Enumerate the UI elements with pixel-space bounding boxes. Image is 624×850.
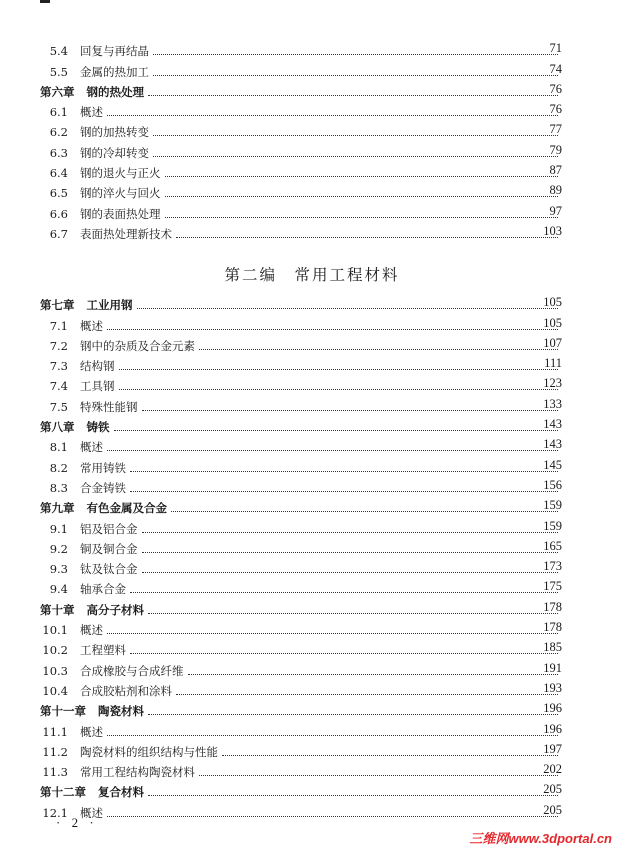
toc-entry-number: 第六章 — [40, 84, 75, 99]
toc-entry-title: 合成胶粘剂和涂料 — [80, 683, 172, 698]
toc-entry-title: 复合材料 — [98, 785, 144, 800]
toc-entry-chapter — [0, 698, 624, 718]
dot-leader — [130, 592, 558, 593]
toc-entry-title: 铜及铜合金 — [80, 541, 138, 556]
toc-entry-number: 7.2 — [49, 338, 68, 353]
toc-entry-page: 196 — [543, 721, 562, 736]
toc-entry-number: 6.7 — [49, 226, 68, 241]
toc-entry-number: 11.3 — [42, 765, 68, 780]
toc-entry-title: 回复与再结晶 — [80, 44, 149, 59]
toc-entry-page: 87 — [549, 163, 562, 178]
toc-entry-page: 123 — [543, 376, 562, 391]
toc-entry-page: 103 — [543, 223, 562, 238]
toc-entry-title: 工业用钢 — [86, 298, 133, 313]
toc-entry-section — [0, 576, 624, 596]
toc-entry-number: 12.1 — [42, 805, 68, 820]
toc-entry-number: 7.1 — [49, 318, 68, 333]
toc-entry-number: 6.2 — [49, 125, 68, 140]
toc-entry-page: 191 — [543, 660, 562, 675]
dot-leader — [107, 115, 558, 116]
toc-entry-page: 105 — [543, 295, 562, 310]
toc-entry-chapter — [0, 779, 624, 799]
toc-entry-title: 轴承合金 — [80, 582, 126, 597]
toc-entry-section — [0, 617, 624, 637]
dot-leader — [107, 735, 558, 736]
toc-entry-page: 105 — [543, 315, 562, 330]
toc-entry-section — [0, 454, 624, 474]
toc-entry-number: 6.1 — [49, 105, 68, 120]
toc-entry-number: 第十一章 — [40, 704, 86, 719]
toc-entry-title: 钢的加热转变 — [80, 125, 149, 140]
dot-leader — [142, 532, 559, 533]
toc-entry-number: 第十二章 — [40, 785, 86, 800]
toc-entry-number: 6.3 — [49, 145, 68, 160]
toc-entry-section — [0, 333, 624, 353]
toc-entry-title: 特殊性能钢 — [80, 399, 138, 414]
toc-list-part1 — [0, 38, 624, 241]
toc-entry-number: 6.6 — [49, 206, 68, 221]
toc-entry-title: 概述 — [80, 440, 103, 455]
dot-leader — [165, 196, 559, 197]
dot-leader — [153, 156, 558, 157]
dot-leader — [188, 674, 559, 675]
toc-entry-page: 197 — [543, 741, 562, 756]
toc-entry-number: 6.5 — [49, 186, 68, 201]
toc-entry-title: 钢的退火与正火 — [80, 166, 161, 181]
toc-entry-number: 9.1 — [49, 521, 68, 536]
dot-leader — [130, 471, 558, 472]
toc-entry-number: 第十章 — [40, 602, 75, 617]
dot-leader — [199, 775, 558, 776]
toc-entry-chapter — [0, 79, 624, 99]
toc-entry-section — [0, 678, 624, 698]
toc-entry-section — [0, 139, 624, 159]
toc-entry-page: 111 — [544, 356, 562, 371]
dot-leader — [165, 176, 559, 177]
toc-entry-number: 9.3 — [49, 562, 68, 577]
dot-leader — [153, 54, 558, 55]
toc-entry-section — [0, 373, 624, 393]
dot-leader — [222, 755, 558, 756]
dot-leader — [148, 95, 558, 96]
dot-leader — [153, 135, 558, 136]
toc-entry-number: 10.3 — [42, 663, 68, 678]
dot-leader — [119, 369, 559, 370]
dot-leader — [142, 552, 559, 553]
toc-entry-section — [0, 99, 624, 119]
toc-entry-number: 5.5 — [49, 64, 68, 79]
toc-entry-page: 71 — [549, 41, 562, 56]
dot-leader — [130, 653, 558, 654]
toc-entry-page: 202 — [543, 762, 562, 777]
toc-entry-number: 9.2 — [49, 541, 68, 556]
toc-entry-page: 178 — [543, 620, 562, 635]
toc-entry-number: 7.4 — [49, 379, 68, 394]
toc-entry-page: 89 — [549, 183, 562, 198]
toc-entry-page: 107 — [543, 335, 562, 350]
toc-entry-number: 第七章 — [40, 298, 75, 313]
toc-entry-page: 205 — [543, 782, 562, 797]
toc-entry-title: 工程塑料 — [80, 643, 126, 658]
toc-entry-section — [0, 221, 624, 241]
toc-entry-section — [0, 119, 624, 139]
toc-entry-number: 第八章 — [40, 420, 75, 435]
toc-entry-page: 133 — [543, 396, 562, 411]
toc-entry-title: 概述 — [80, 105, 103, 120]
dot-leader — [176, 237, 558, 238]
toc-entry-title: 工具钢 — [80, 379, 115, 394]
dot-leader — [176, 694, 558, 695]
dot-leader — [137, 308, 559, 309]
toc-entry-page: 196 — [543, 701, 562, 716]
toc-entry-title: 常用工程结构陶瓷材料 — [80, 765, 195, 780]
toc-entry-page: 74 — [549, 61, 562, 76]
toc-entry-page: 79 — [549, 142, 562, 157]
dot-leader — [119, 389, 559, 390]
dot-leader — [107, 450, 558, 451]
dot-leader — [148, 795, 558, 796]
toc-entry-page: 76 — [549, 102, 562, 117]
toc-entry-page: 173 — [543, 559, 562, 574]
dot-leader — [153, 75, 558, 76]
toc-entry-page: 97 — [549, 203, 562, 218]
toc-entry-section — [0, 718, 624, 738]
toc-entry-section — [0, 759, 624, 779]
toc-entry-number: 10.1 — [42, 623, 68, 638]
toc-entry-page: 156 — [543, 477, 562, 492]
toc-entry-title: 钢的热处理 — [86, 84, 144, 99]
toc-entry-page: 175 — [543, 579, 562, 594]
toc-entry-title: 概述 — [80, 318, 103, 333]
toc-entry-page: 205 — [543, 802, 562, 817]
dot-leader — [107, 816, 558, 817]
toc-entry-section — [0, 637, 624, 657]
toc-entry-title: 概述 — [80, 805, 103, 820]
dot-leader — [107, 633, 558, 634]
dot-leader — [199, 349, 558, 350]
toc-entry-page: 143 — [543, 417, 562, 432]
toc-entry-number: 10.4 — [42, 683, 68, 698]
toc-entry-number: 8.3 — [49, 480, 68, 495]
corner-mark — [40, 0, 50, 3]
toc-entry-title: 陶瓷材料 — [98, 704, 144, 719]
toc-entry-title: 钢的表面热处理 — [80, 206, 161, 221]
toc-entry-title: 常用铸铁 — [80, 460, 126, 475]
toc-entry-number: 8.1 — [49, 440, 68, 455]
dot-leader — [165, 217, 559, 218]
toc-entry-section — [0, 58, 624, 78]
toc-entry-page: 143 — [543, 437, 562, 452]
toc-entry-page: 77 — [549, 122, 562, 137]
toc-entry-page: 76 — [549, 81, 562, 96]
toc-entry-number: 11.2 — [42, 744, 68, 759]
dot-leader — [142, 410, 559, 411]
toc-entry-page: 159 — [543, 498, 562, 513]
dot-leader — [114, 430, 559, 431]
toc-entry-number: 7.3 — [49, 359, 68, 374]
toc-entry-title: 铝及铝合金 — [80, 521, 138, 536]
toc-entry-page: 165 — [543, 538, 562, 553]
dot-leader — [107, 329, 558, 330]
dot-leader — [142, 572, 559, 573]
dot-leader — [171, 511, 558, 512]
toc-entry-number: 11.1 — [42, 724, 68, 739]
toc-entry-title: 钢的冷却转变 — [80, 145, 149, 160]
toc-entry-number: 8.2 — [49, 460, 68, 475]
toc-entry-section — [0, 536, 624, 556]
toc-entry-section — [0, 657, 624, 677]
toc-entry-section — [0, 353, 624, 373]
toc-entry-section — [0, 200, 624, 220]
toc-entry-title: 金属的热加工 — [80, 64, 149, 79]
toc-entry-section — [0, 556, 624, 576]
toc-entry-page: 159 — [543, 518, 562, 533]
toc-entry-page: 185 — [543, 640, 562, 655]
toc-entry-chapter — [0, 495, 624, 515]
toc-entry-section — [0, 475, 624, 495]
toc-entry-number: 第九章 — [40, 501, 75, 516]
toc-entry-title: 钛及钛合金 — [80, 562, 138, 577]
part-heading: 第二编 常用工程材料 — [224, 266, 400, 284]
toc-entry-page: 178 — [543, 599, 562, 614]
toc-entry-section — [0, 515, 624, 535]
toc-entry-number: 5.4 — [49, 44, 68, 59]
dot-leader — [148, 714, 558, 715]
toc-entry-title: 钢的淬火与回火 — [80, 186, 161, 201]
toc-entry-page: 145 — [543, 457, 562, 472]
toc-entry-title: 高分子材料 — [86, 602, 144, 617]
toc-entry-section — [0, 739, 624, 759]
toc-entry-chapter — [0, 596, 624, 616]
dot-leader — [148, 613, 558, 614]
toc-entry-page: 193 — [543, 680, 562, 695]
toc-entry-title: 表面热处理新技术 — [80, 226, 172, 241]
toc-entry-title: 合成橡胶与合成纤维 — [80, 663, 184, 678]
toc-entry-section — [0, 38, 624, 58]
toc-entry-title: 合金铸铁 — [80, 480, 126, 495]
toc-entry-chapter — [0, 292, 624, 312]
toc-entry-section — [0, 312, 624, 332]
toc-entry-section — [0, 393, 624, 413]
toc-entry-title: 陶瓷材料的组织结构与性能 — [80, 744, 218, 759]
toc-entry-title: 钢中的杂质及合金元素 — [80, 338, 195, 353]
watermark: 三维网www.3dportal.cn — [469, 831, 612, 846]
dot-leader — [130, 491, 558, 492]
toc-entry-title: 概述 — [80, 724, 103, 739]
toc-entry-title: 结构钢 — [80, 359, 115, 374]
toc-list-part2 — [0, 292, 624, 820]
toc-entry-chapter — [0, 414, 624, 434]
page-number: · 2 · — [56, 815, 98, 830]
toc-entry-section — [0, 180, 624, 200]
toc-entry-section — [0, 160, 624, 180]
toc-entry-number: 7.5 — [49, 399, 68, 414]
toc-entry-title: 铸铁 — [86, 420, 110, 435]
toc-entry-number: 10.2 — [42, 643, 68, 658]
toc-entry-title: 有色金属及合金 — [86, 501, 167, 516]
toc-entry-section — [0, 434, 624, 454]
toc-entry-number: 6.4 — [49, 166, 68, 181]
toc-entry-number: 9.4 — [49, 582, 68, 597]
toc-entry-title: 概述 — [80, 623, 103, 638]
